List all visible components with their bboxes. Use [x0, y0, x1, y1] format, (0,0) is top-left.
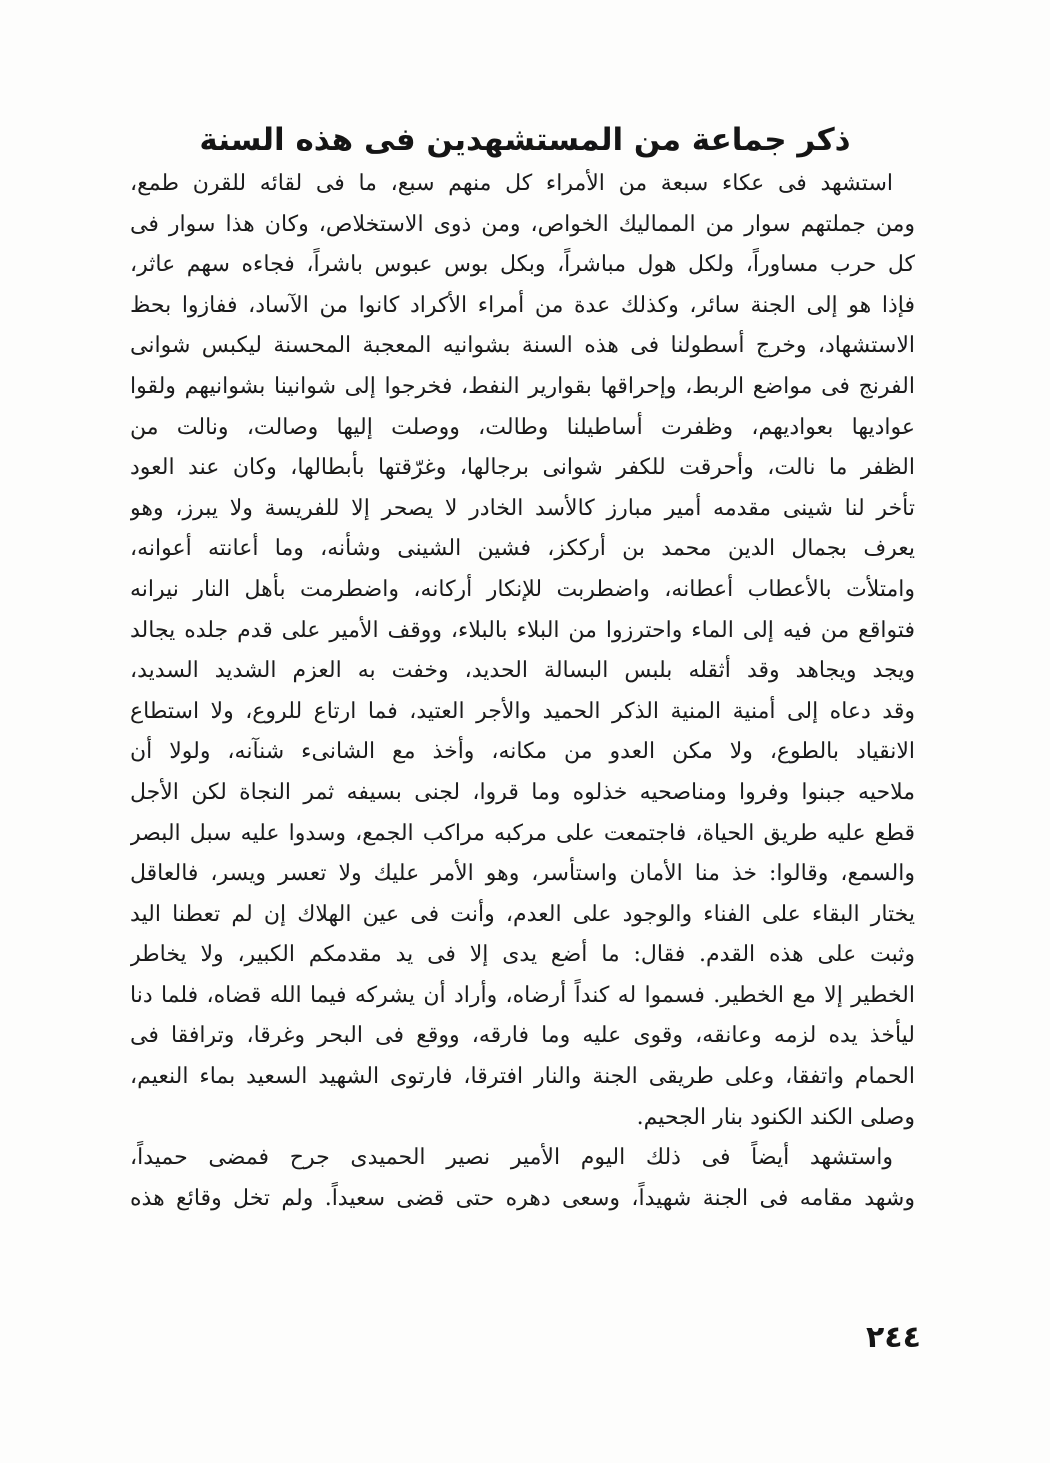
text-line: ويجد ويجاهد وقد أثقله بلبس البسالة الحديد، وخفت به العزم الشديد السديد، — [130, 658, 915, 684]
text-line: والسمع، وقالوا: خذ منا الأمان واستأسر، وهو الأمر عليك ولا تعسر ويسر، فالعاقل — [130, 861, 915, 887]
text-line: وثبت على هذه القدم. فقال: ما أضع يدى إلا فى يد مقدمكم الكبير، ولا يخاطر — [130, 942, 915, 968]
text-line: قطع عليه طريق الحياة، فاجتمعت على مركبه مراكب الجمع، وسدوا عليه سبل البصر — [130, 820, 915, 846]
text-line: تأخر لنا شينى مقدمه أمير مبارز كالأسد الخادر لا يصحر إلا للفريسة ولا يبرز، وهو — [130, 495, 915, 521]
text-line: استشهد فى عكاء سبعة من الأمراء كل منهم سبع، ما فى لقائه للقرن طمع، — [130, 171, 893, 196]
text-line: فتواقع من فيه إلى الماء واحترزوا من البلاء بالبلاء، ووقف الأمير على قدم جلده يجالد — [130, 617, 915, 643]
text-line: كل حرب مساوراً، ولكل هول مباشراً، وبكل بوس عبوس باشراً، فجاءه سهم عاثر، — [130, 252, 915, 278]
text-line: وشهد مقامه فى الجنة شهيداً، وسعى دهره حتى قضى سعيداً. ولم تخل وقائع هذه — [130, 1185, 915, 1211]
text-line: وصلى الكند الكنود بنار الجحيم. — [636, 1104, 915, 1130]
text-line: فإذا هو إلى الجنة سائر، وكذلك عدة من أمراء الأكراد كانوا من الآساد، ففازوا بحظ — [130, 292, 915, 318]
paragraph-1 — [130, 164, 915, 1138]
text-line: الخطير إلا مع الخطير. فسموا له كنداً أرضاه، وأراد أن يشركه فيما الله قضاه، فلما دنا — [130, 982, 915, 1008]
text-line: يختار البقاء على الفناء والوجود على العدم، وأنت فى عين الهلاك إن لم تعطنا اليد — [130, 901, 915, 927]
body-text — [130, 164, 915, 1219]
page-number: ٢٤٤ — [866, 1320, 921, 1355]
text-line: الظفر ما نالت، وأحرقت للكفر شوانى برجالها، وغرّقتها بأبطالها، وكان عند العود — [130, 455, 915, 481]
section-heading: ذكر جماعة من المستشهدين فى هذه السنة — [199, 122, 851, 158]
text-line: الاستشهاد، وخرج أسطولنا فى هذه السنة بشوانيه المعجبة المحسنة ليكبس شوانى — [130, 333, 915, 359]
text-line: يعرف بجمال الدين محمد بن أرككز، فشين الشينى وشأنه، وما أعانته أعوانه، — [130, 536, 915, 562]
text-line: عواديها بعواديهم، وظفرت أساطيلنا وطالت، ووصلت إليها وصالت، ونالت من — [130, 414, 915, 440]
text-line: الفرنج فى مواضع الربط، وإحراقها بقوارير النفط، فخرجوا إلى شوانينا بشوانيهم ولقوا — [130, 373, 915, 399]
text-line: واستشهد أيضاً فى ذلك اليوم الأمير نصير الحميدى جرح فمضى حميداً، — [130, 1145, 893, 1171]
text-line: ومن جملتهم سوار من المماليك الخواص، ومن ذوى الاستخلاص، وكان هذا سوار فى — [130, 211, 915, 237]
text-line: الانقياد بالطوع، ولا مكن العدو من مكانه، وأخذ مع الشانىء شنآنه، ولولا أن — [130, 739, 915, 765]
text-line: وامتلأت بالأعطاب أعطانه، واضطربت للإنكار أركانه، واضطرمت بأهل النار نيرانه — [130, 576, 915, 602]
paragraph-2 — [130, 1138, 915, 1219]
text-line: الحمام واتفقا، وعلى طريقى الجنة والنار افترقا، فارتوى الشهيد السعيد بماء النعيم، — [130, 1064, 915, 1090]
text-line: ليأخذ يده لزمه وعانقه، وقوى عليه وما فارقه، ووقع فى البحر وغرقا، وترافقا فى — [130, 1023, 915, 1049]
text-line: وقد دعاه إلى أمنية المنية الذكر الحميد والأجر العتيد، فما ارتاع للروع، ولا استطاع — [130, 698, 915, 724]
text-line: ملاحيه جبنوا وفروا ومناصحيه خذلوه وما قروا، لجنى بسيفه ثمر النجاة لكن الأجل — [130, 779, 915, 805]
